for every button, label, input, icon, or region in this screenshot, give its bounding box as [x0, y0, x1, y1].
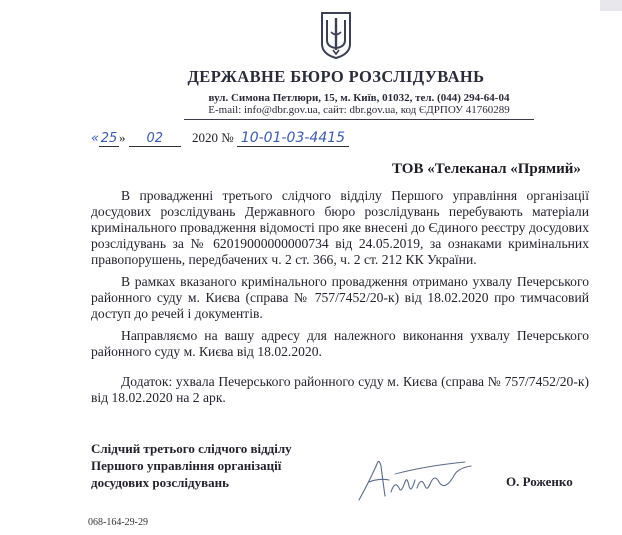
- date-open-quote: «: [91, 131, 100, 146]
- body-paragraph-2: В рамках вказаного кримінального провадження отримано ухвалу Печерського районного суду м. Києва (справа № 757/7452/20-к) від 18.02.2020 про тимчасовий доступ до речей і документів.: [91, 274, 589, 321]
- trident-icon: [319, 10, 353, 60]
- date-close-quote: »: [119, 130, 126, 145]
- signatory-title-line-1: Слідчий третього слідчого відділу: [91, 441, 292, 456]
- addressee: ТОВ «Телеканал «Прямий»: [392, 161, 581, 177]
- number-sign: №: [221, 130, 234, 145]
- reference-number: 068-164-29-29: [88, 517, 148, 528]
- signatory-title-line-3: досудових розслідувань: [91, 475, 229, 490]
- signatory-name: О. Роженко: [506, 474, 573, 489]
- handwritten-signature-icon: [355, 452, 475, 507]
- scan-corner-mark: [600, 0, 622, 11]
- registration-day: 25: [100, 131, 118, 146]
- registration-line: [91, 130, 349, 147]
- letter-body: [91, 188, 589, 406]
- registration-year: 2020: [192, 130, 219, 145]
- registration-number: 10-01-03-4415: [237, 130, 349, 147]
- attachment-note: Додаток: ухвала Печерського районного суду м. Києва (справа № 757/7452/20-к) від 18.02.2020 на 2 арк.: [91, 374, 589, 405]
- body-paragraph-1: В провадженні третього слідчого відділу Першого управління організації досудових розслідувань Державного бюро розслідувань перебувають матеріали кримінального провадження відомості про яке внесені до Єдиного реєстру досудових розслідувань за № 62019000000000734 від 24.05.2019, за ознаками кримінальних правопорушень, передбачених ч. 2 ст. 366, ч. 2 ст. 212 КК України.: [91, 188, 589, 267]
- organization-address: вул. Симона Петлюри, 15, м. Київ, 01032, тел. (044) 294-64-04: [208, 92, 510, 104]
- organization-name: ДЕРЖАВНЕ БЮРО РОЗСЛІДУВАНЬ: [187, 67, 485, 86]
- header-divider: [184, 119, 534, 120]
- registration-month: 02: [129, 131, 181, 147]
- organization-contacts: E-mail: info@dbr.gov.ua, сайт: dbr.gov.ua, код ЄДРПОУ 41760289: [208, 104, 510, 116]
- body-paragraph-3: Направляємо на вашу адресу для належного виконання ухвалу Печерського районного суду м. Києва від 18.02.2020.: [91, 328, 589, 359]
- signatory-title-line-2: Першого управління організації: [91, 458, 282, 473]
- signatory-title: [91, 440, 292, 491]
